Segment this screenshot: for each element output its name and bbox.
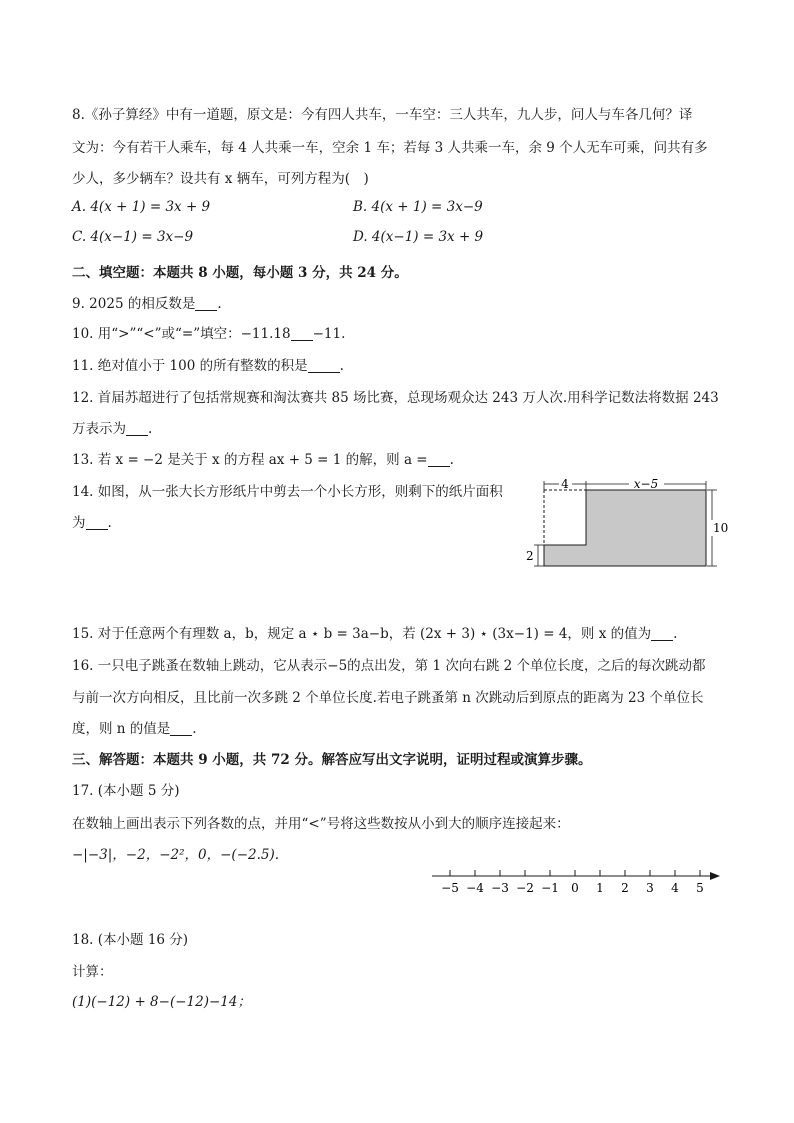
q14-line1: 14. 如图，从一张大长方形纸片中剪去一个小长方形，则剩下的纸片面积 — [72, 484, 503, 500]
q8-line3: 少人，多少辆车？设共有 x 辆车，可列方程为( ) — [72, 171, 369, 187]
q12-line1: 12. 首届苏超进行了包括常规赛和淘汰赛共 85 场比赛，总现场观众达 243 万人次.用科学记数法将数据 243 — [72, 390, 719, 406]
q14-line2-text: 为 — [72, 515, 86, 531]
q11-blank[interactable] — [308, 358, 340, 373]
q10 — [72, 322, 345, 342]
q17-line1: 在数轴上画出表示下列各数的点，并用“<”号将这些数按从小到大的顺序连接起来： — [72, 816, 570, 832]
fig-label-4: 4 — [561, 477, 569, 491]
q16-blank[interactable] — [170, 721, 192, 736]
q13-blank[interactable] — [428, 452, 450, 467]
number-line-tick-label: −1 — [541, 881, 559, 895]
q16-line3-text: 度，则 n 的值是 — [72, 721, 171, 737]
q11-text: 11. 绝对值小于 100 的所有整数的积是 — [72, 358, 308, 374]
q16-line3: 度，则 n 的值是 . — [72, 721, 197, 737]
number-line-ticks — [441, 870, 704, 895]
number-line-tick-label: −2 — [516, 881, 534, 895]
q12-blank[interactable] — [126, 421, 148, 436]
q10-text: 10. 用“>”“<”或“=”填空：−11.18 — [72, 326, 291, 342]
number-line-tick-label: −4 — [466, 881, 484, 895]
q17-line2: −|−3|，−2，−2²，0，−(−2.5). — [72, 847, 280, 863]
q18-title: 18. (本小题 16 分) — [72, 932, 189, 948]
number-line-tick-label: 4 — [671, 881, 679, 895]
q9-text: 9. 2025 的相反数是 — [72, 296, 196, 312]
number-line-tick-label: −5 — [441, 881, 459, 895]
q8-line1: 8.《孙子算经》中有一道题，原文是：今有四人共车，一车空：三人共车，九人步，问人与车各几何？译 — [72, 107, 693, 123]
q11: 11. 绝对值小于 100 的所有整数的积是 . — [72, 358, 344, 374]
fig-label-2: 2 — [526, 549, 534, 563]
section-2-heading: 二、填空题：本题共 8 小题，每小题 3 分，共 24 分。 — [72, 265, 408, 281]
remaining-paper-shape — [544, 490, 706, 566]
q8-option-d: D. 4(x−1) = 3x + 9 — [353, 229, 484, 245]
q14-blank[interactable] — [86, 515, 108, 530]
number-line-tick-label: 5 — [696, 881, 704, 895]
q9: 9. 2025 的相反数是 . — [72, 296, 222, 312]
fig-label-x-minus-5: x−5 — [633, 477, 659, 491]
q8-option-c: C. 4(x−1) = 3x−9 — [72, 229, 194, 245]
q15: 15. 对于任意两个有理数 a，b，规定 a ⋆ b = 3a−b，若 (2x + 3) ⋆ (3x−1) = 4，则 x 的值为 . — [72, 626, 678, 642]
q18-line1: 计算： — [72, 964, 113, 980]
q9-blank[interactable] — [195, 296, 217, 311]
number-line-tick-label: −3 — [491, 881, 509, 895]
number-line-tick-label: 1 — [596, 881, 604, 895]
q13-text: 13. 若 x = −2 是关于 x 的方程 ax + 5 = 1 的解，则 a = — [72, 452, 428, 468]
q10-blank[interactable] — [291, 326, 313, 341]
q16-line1: 16. 一只电子跳蚤在数轴上跳动，它从表示−5的点出发，第 1 次向右跳 2 个单位长度，之后的每次跳动都 — [72, 658, 706, 674]
q17-title: 17. (本小题 5 分) — [72, 783, 180, 799]
q14-line2: 为 . — [72, 515, 112, 531]
number-line-tick-label: 3 — [646, 881, 654, 895]
q17-number-line — [428, 862, 728, 902]
q10-tail: −11. — [312, 326, 346, 342]
q8-option-b: B. 4(x + 1) = 3x−9 — [353, 199, 483, 215]
number-line-tick-label: 2 — [621, 881, 629, 895]
q18-line2: (1)(−12) + 8−(−12)−14； — [72, 994, 251, 1010]
q15-text: 15. 对于任意两个有理数 a，b，规定 a ⋆ b = 3a−b，若 (2x + 3) ⋆ (3x−1) = 4，则 x 的值为 — [72, 626, 652, 642]
q13: 13. 若 x = −2 是关于 x 的方程 ax + 5 = 1 的解，则 a = . — [72, 452, 454, 468]
number-line-arrow — [710, 872, 720, 880]
q16-line2: 与前一次方向相反，且比前一次多跳 2 个单位长度.若电子跳蚤第 n 次跳动后到原点的距离为 23 个单位长 — [72, 690, 704, 706]
q12-line2: 万表示为 . — [72, 421, 153, 437]
q8-line2: 文为：今有若干人乘车，每 4 人共乘一车，空余 1 车；若每 3 人共乘一车，余 9 个人无车可乘，问共有多 — [72, 140, 708, 156]
q12-line2-text: 万表示为 — [72, 421, 126, 437]
q8-option-a: A. 4(x + 1) = 3x + 9 — [72, 199, 211, 215]
number-line-tick-label: 0 — [571, 881, 579, 895]
q15-blank[interactable] — [651, 626, 673, 641]
q14-figure — [524, 472, 729, 582]
section-3-heading: 三、解答题：本题共 9 小题，共 72 分。解答应写出文字说明，证明过程或演算步骤。 — [72, 752, 592, 768]
fig-label-10: 10 — [713, 521, 729, 535]
